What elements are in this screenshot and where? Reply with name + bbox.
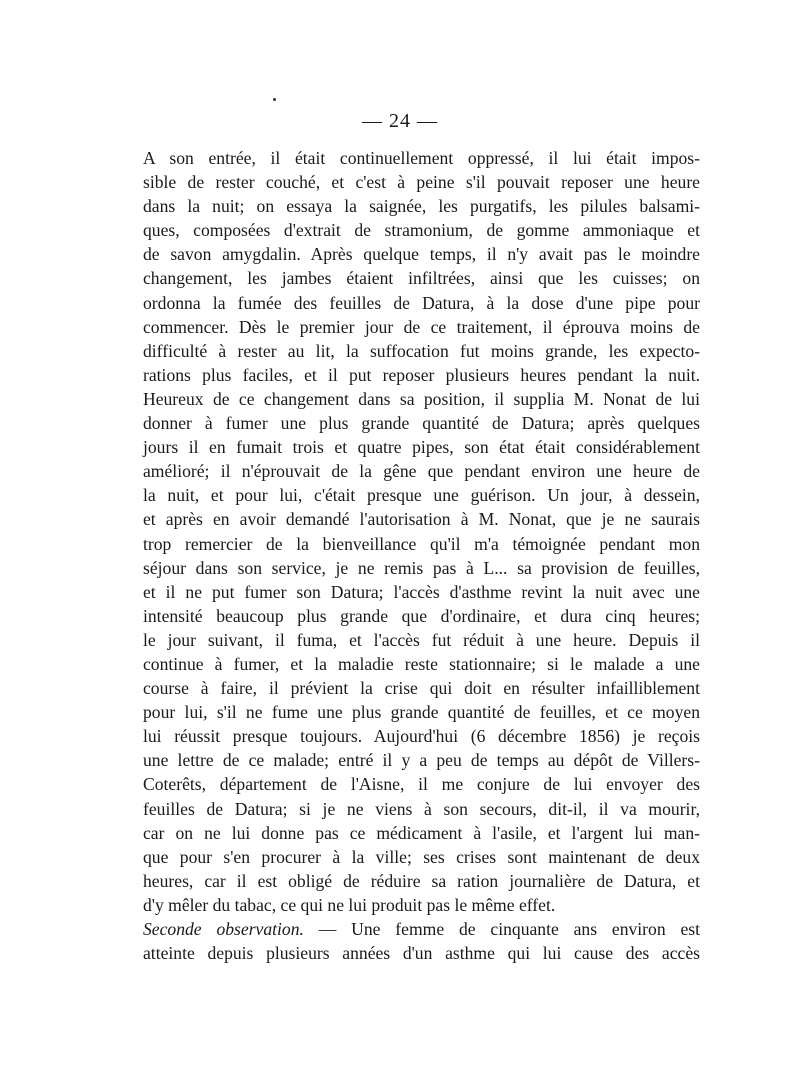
text-line: sible de rester couché, et c'est à peine s'il pouvait reposer une heure: [143, 172, 700, 193]
text-line: que pour s'en procurer à la ville; ses crises sont maintenant de deux: [143, 846, 700, 867]
paragraph-second-observation: [143, 917, 700, 965]
section-heading: Seconde observation.: [143, 919, 304, 939]
text-line: A son entrée, il était continuellement oppressé, il lui était impos-: [143, 148, 700, 168]
ink-speck: [273, 98, 276, 101]
text-line: intensité beaucoup plus grande que d'ordinaire, et dura cinq heures;: [143, 605, 700, 626]
text-line: le jour suivant, il fuma, et l'accès fut réduit à une heure. Depuis il: [143, 629, 700, 650]
text-line: donner à fumer une plus grande quantité de Datura; après quelques: [143, 413, 700, 434]
body-text: [143, 146, 700, 965]
text-line: séjour dans son service, je ne remis pas à L... sa provision de feuilles,: [143, 557, 700, 578]
text-line: ques, composées d'extrait de stramonium, de gomme ammoniaque et: [143, 220, 700, 241]
text-line: trop remercier de la bienveillance qu'il m'a témoignée pendant mon: [143, 533, 700, 554]
text-line: course à faire, il prévient la crise qui doit en résulter infailliblement: [143, 678, 700, 699]
text-line: Coterêts, département de l'Aisne, il me conjure de lui envoyer des: [143, 774, 700, 795]
text-line: une lettre de ce malade; entré il y a peu de temps au dépôt de Villers-: [143, 750, 700, 771]
text-line: de savon amygdalin. Après quelque temps, il n'y avait pas le moindre: [143, 244, 700, 265]
text-line: dans la nuit; on essaya la saignée, les purgatifs, les pilules balsami-: [143, 196, 700, 217]
text-line: jours il en fumait trois et quatre pipes, son état était considérablement: [143, 437, 700, 458]
text-line: difficulté à rester au lit, la suffocation fut moins grande, les expecto-: [143, 340, 700, 361]
text-line: Heureux de ce changement dans sa position, il supplia M. Nonat de lui: [143, 388, 700, 409]
text-line: et après en avoir demandé l'autorisation à M. Nonat, que je ne saurais: [143, 509, 700, 530]
text-line: changement, les jambes étaient infiltrées, ainsi que les cuisses; on: [143, 268, 700, 289]
paragraph-first-observation: [143, 146, 700, 917]
text-line: feuilles de Datura; si je ne viens à son secours, dit-il, il va mourir,: [143, 798, 700, 819]
text-line: commencer. Dès le premier jour de ce traitement, il éprouva moins de: [143, 316, 700, 337]
text-line: et il ne put fumer son Datura; l'accès d'asthme revint la nuit avec une: [143, 581, 700, 602]
text-line: ordonna la fumée des feuilles de Datura, à la dose d'une pipe pour: [143, 292, 700, 313]
text-line: rations plus faciles, et il put reposer plusieurs heures pendant la nuit.: [143, 364, 700, 385]
heading-line-text: — Une femme de cinquante ans environ est: [303, 919, 701, 939]
text-line: car on ne lui donne pas ce médicament à l'asile, et l'argent lui man-: [143, 822, 700, 843]
text-line: heures, car il est obligé de réduire sa ration journalière de Datura, et: [143, 870, 700, 891]
text-line: amélioré; il n'éprouvait de la gêne que pendant environ une heure de: [143, 461, 700, 482]
text-line: continue à fumer, et la maladie reste stationnaire; si le malade a une: [143, 653, 700, 674]
text-line: [143, 917, 700, 941]
text-line: la nuit, et pour lui, c'était presque une guérison. Un jour, à dessein,: [143, 485, 700, 506]
page-number: — 24 —: [362, 110, 438, 132]
text-line: pour lui, s'il ne fume une plus grande quantité de feuilles, et ce moyen: [143, 702, 700, 723]
text-line: d'y mêler du tabac, ce qui ne lui produit pas le même effet.: [143, 894, 556, 915]
text-line: lui réussit presque toujours. Aujourd'hui (6 décembre 1856) je reçois: [143, 726, 700, 747]
text-line: atteinte depuis plusieurs années d'un asthme qui lui cause des accès: [143, 943, 700, 964]
